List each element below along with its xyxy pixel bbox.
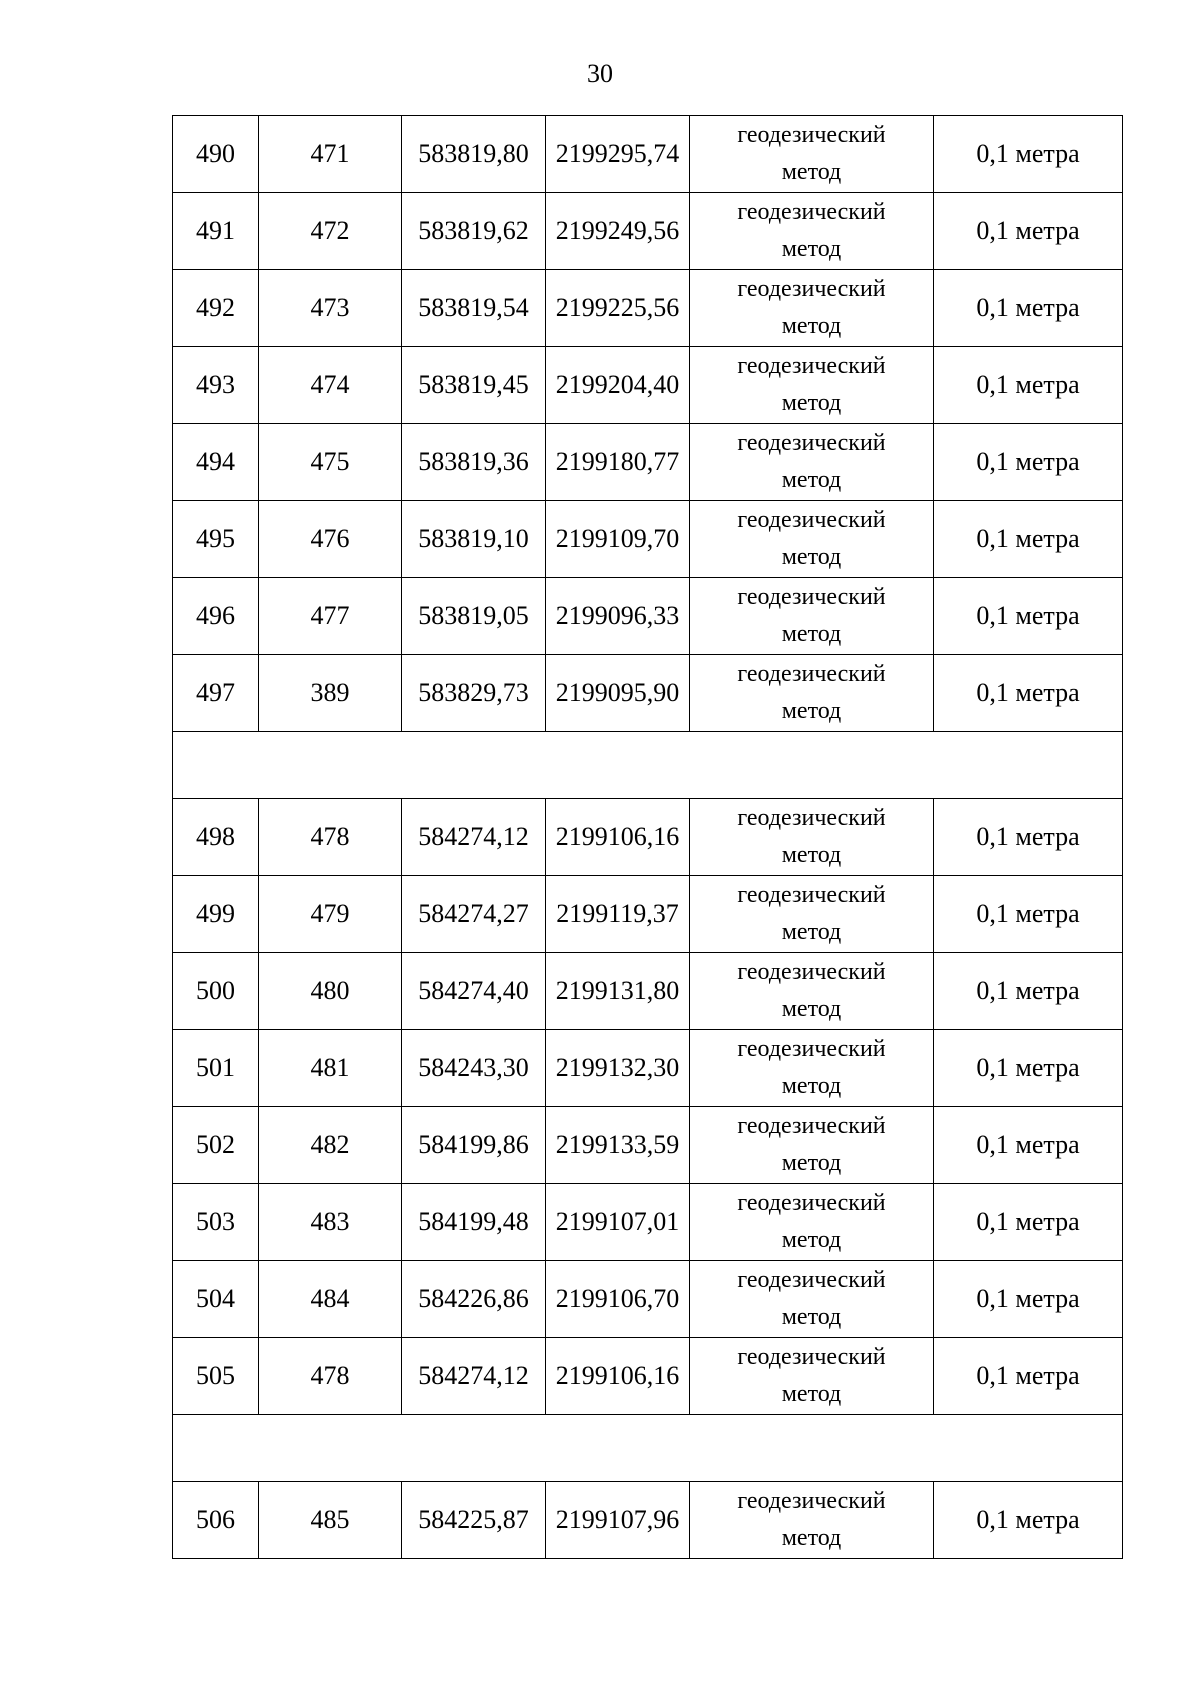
method-text: метод — [781, 698, 842, 724]
y-coordinate-cell: 2199106,70 — [546, 1261, 690, 1338]
table-row — [173, 953, 1123, 1030]
row-number-cell: 501 — [173, 1030, 259, 1107]
row-number-cell: 492 — [173, 270, 259, 347]
method-text: геодезический — [737, 507, 886, 533]
row-number-cell: 493 — [173, 347, 259, 424]
method-text: метод — [781, 842, 842, 868]
row-number-cell: 506 — [173, 1482, 259, 1559]
table-row — [173, 1030, 1123, 1107]
accuracy-cell: 0,1 метра — [934, 424, 1123, 501]
table-row — [173, 799, 1123, 876]
point-number-cell: 478 — [259, 799, 402, 876]
method-text: геодезический — [737, 1113, 886, 1139]
x-coordinate-cell: 584243,30 — [402, 1030, 546, 1107]
method-cell — [690, 578, 934, 655]
method-text: геодезический — [737, 661, 886, 687]
table-row — [173, 876, 1123, 953]
row-number-cell: 499 — [173, 876, 259, 953]
x-coordinate-cell: 584274,27 — [402, 876, 546, 953]
point-number-cell: 477 — [259, 578, 402, 655]
method-cell — [690, 270, 934, 347]
accuracy-cell: 0,1 метра — [934, 578, 1123, 655]
method-text: метод — [781, 544, 842, 570]
accuracy-cell: 0,1 метра — [934, 116, 1123, 193]
method-text: метод — [781, 159, 842, 185]
table-row — [173, 1482, 1123, 1559]
page-number: 30 — [587, 59, 613, 88]
y-coordinate-cell: 2199225,56 — [546, 270, 690, 347]
method-text: метод — [781, 236, 842, 262]
x-coordinate-cell: 583819,36 — [402, 424, 546, 501]
y-coordinate-cell: 2199249,56 — [546, 193, 690, 270]
method-text: геодезический — [737, 276, 886, 302]
accuracy-cell: 0,1 метра — [934, 1184, 1123, 1261]
point-number-cell: 476 — [259, 501, 402, 578]
method-text: метод — [781, 621, 842, 647]
accuracy-cell: 0,1 метра — [934, 193, 1123, 270]
point-number-cell: 482 — [259, 1107, 402, 1184]
x-coordinate-cell: 584226,86 — [402, 1261, 546, 1338]
y-coordinate-cell: 2199133,59 — [546, 1107, 690, 1184]
method-text: геодезический — [737, 584, 886, 610]
point-number-cell: 472 — [259, 193, 402, 270]
row-number-cell: 497 — [173, 655, 259, 732]
table-row — [173, 501, 1123, 578]
method-cell — [690, 1338, 934, 1415]
method-text: геодезический — [737, 1190, 886, 1216]
accuracy-cell: 0,1 метра — [934, 1261, 1123, 1338]
point-number-cell: 471 — [259, 116, 402, 193]
y-coordinate-cell: 2199107,01 — [546, 1184, 690, 1261]
table-row — [173, 270, 1123, 347]
row-number-cell: 495 — [173, 501, 259, 578]
table-row — [173, 424, 1123, 501]
method-cell — [690, 424, 934, 501]
table-row — [173, 193, 1123, 270]
method-text: геодезический — [737, 1036, 886, 1062]
y-coordinate-cell: 2199131,80 — [546, 953, 690, 1030]
method-text: метод — [781, 1227, 842, 1253]
point-number-cell: 389 — [259, 655, 402, 732]
x-coordinate-cell: 583819,10 — [402, 501, 546, 578]
table-row — [173, 1261, 1123, 1338]
x-coordinate-cell: 584225,87 — [402, 1482, 546, 1559]
y-coordinate-cell: 2199109,70 — [546, 501, 690, 578]
method-text: метод — [781, 1381, 842, 1407]
separator-cell — [173, 732, 1123, 799]
row-number-cell: 503 — [173, 1184, 259, 1261]
separator-cell — [173, 1415, 1123, 1482]
point-number-cell: 474 — [259, 347, 402, 424]
point-number-cell: 485 — [259, 1482, 402, 1559]
row-number-cell: 500 — [173, 953, 259, 1030]
y-coordinate-cell: 2199295,74 — [546, 116, 690, 193]
y-coordinate-cell: 2199096,33 — [546, 578, 690, 655]
method-text: метод — [781, 1304, 842, 1330]
x-coordinate-cell: 583819,80 — [402, 116, 546, 193]
point-number-cell: 480 — [259, 953, 402, 1030]
row-number-cell: 498 — [173, 799, 259, 876]
section-separator-row — [173, 1415, 1123, 1482]
method-cell — [690, 1482, 934, 1559]
point-number-cell: 475 — [259, 424, 402, 501]
x-coordinate-cell: 584274,12 — [402, 1338, 546, 1415]
coordinates-table — [172, 115, 1123, 1559]
accuracy-cell: 0,1 метра — [934, 1030, 1123, 1107]
method-cell — [690, 953, 934, 1030]
x-coordinate-cell: 583819,05 — [402, 578, 546, 655]
y-coordinate-cell: 2199106,16 — [546, 1338, 690, 1415]
method-text: метод — [781, 1073, 842, 1099]
table-row — [173, 1338, 1123, 1415]
accuracy-cell: 0,1 метра — [934, 876, 1123, 953]
accuracy-cell: 0,1 метра — [934, 1482, 1123, 1559]
accuracy-cell: 0,1 метра — [934, 655, 1123, 732]
table-row — [173, 347, 1123, 424]
method-text: геодезический — [737, 353, 886, 379]
y-coordinate-cell: 2199204,40 — [546, 347, 690, 424]
method-text: геодезический — [737, 199, 886, 225]
method-text: метод — [781, 1150, 842, 1176]
row-number-cell: 504 — [173, 1261, 259, 1338]
point-number-cell: 481 — [259, 1030, 402, 1107]
method-cell — [690, 799, 934, 876]
method-text: геодезический — [737, 805, 886, 831]
point-number-cell: 479 — [259, 876, 402, 953]
method-cell — [690, 1030, 934, 1107]
method-text: метод — [781, 919, 842, 945]
accuracy-cell: 0,1 метра — [934, 270, 1123, 347]
accuracy-cell: 0,1 метра — [934, 799, 1123, 876]
y-coordinate-cell: 2199132,30 — [546, 1030, 690, 1107]
y-coordinate-cell: 2199106,16 — [546, 799, 690, 876]
table-body — [173, 116, 1123, 1559]
point-number-cell: 484 — [259, 1261, 402, 1338]
point-number-cell: 478 — [259, 1338, 402, 1415]
table-row — [173, 578, 1123, 655]
method-text: геодезический — [737, 1344, 886, 1370]
method-text: геодезический — [737, 882, 886, 908]
accuracy-cell: 0,1 метра — [934, 1107, 1123, 1184]
row-number-cell: 505 — [173, 1338, 259, 1415]
method-text: метод — [781, 313, 842, 339]
y-coordinate-cell: 2199107,96 — [546, 1482, 690, 1559]
table-row — [173, 116, 1123, 193]
point-number-cell: 473 — [259, 270, 402, 347]
row-number-cell: 491 — [173, 193, 259, 270]
table-row — [173, 655, 1123, 732]
y-coordinate-cell: 2199119,37 — [546, 876, 690, 953]
method-text: метод — [781, 996, 842, 1022]
method-cell — [690, 193, 934, 270]
method-cell — [690, 347, 934, 424]
x-coordinate-cell: 583819,62 — [402, 193, 546, 270]
method-cell — [690, 1261, 934, 1338]
method-text: геодезический — [737, 1267, 886, 1293]
method-text: метод — [781, 1525, 842, 1551]
y-coordinate-cell: 2199095,90 — [546, 655, 690, 732]
method-cell — [690, 876, 934, 953]
row-number-cell: 502 — [173, 1107, 259, 1184]
x-coordinate-cell: 583819,45 — [402, 347, 546, 424]
method-cell — [690, 116, 934, 193]
method-text: метод — [781, 467, 842, 493]
x-coordinate-cell: 584199,48 — [402, 1184, 546, 1261]
method-cell — [690, 1107, 934, 1184]
method-cell — [690, 1184, 934, 1261]
accuracy-cell: 0,1 метра — [934, 1338, 1123, 1415]
x-coordinate-cell: 583819,54 — [402, 270, 546, 347]
section-separator-row — [173, 732, 1123, 799]
method-text: метод — [781, 390, 842, 416]
table-row — [173, 1184, 1123, 1261]
x-coordinate-cell: 583829,73 — [402, 655, 546, 732]
accuracy-cell: 0,1 метра — [934, 501, 1123, 578]
y-coordinate-cell: 2199180,77 — [546, 424, 690, 501]
accuracy-cell: 0,1 метра — [934, 953, 1123, 1030]
x-coordinate-cell: 584274,12 — [402, 799, 546, 876]
table-row — [173, 1107, 1123, 1184]
row-number-cell: 494 — [173, 424, 259, 501]
x-coordinate-cell: 584274,40 — [402, 953, 546, 1030]
method-text: геодезический — [737, 1488, 886, 1514]
row-number-cell: 490 — [173, 116, 259, 193]
method-text: геодезический — [737, 122, 886, 148]
accuracy-cell: 0,1 метра — [934, 347, 1123, 424]
method-text: геодезический — [737, 959, 886, 985]
row-number-cell: 496 — [173, 578, 259, 655]
method-cell — [690, 501, 934, 578]
method-text: геодезический — [737, 430, 886, 456]
point-number-cell: 483 — [259, 1184, 402, 1261]
method-cell — [690, 655, 934, 732]
x-coordinate-cell: 584199,86 — [402, 1107, 546, 1184]
